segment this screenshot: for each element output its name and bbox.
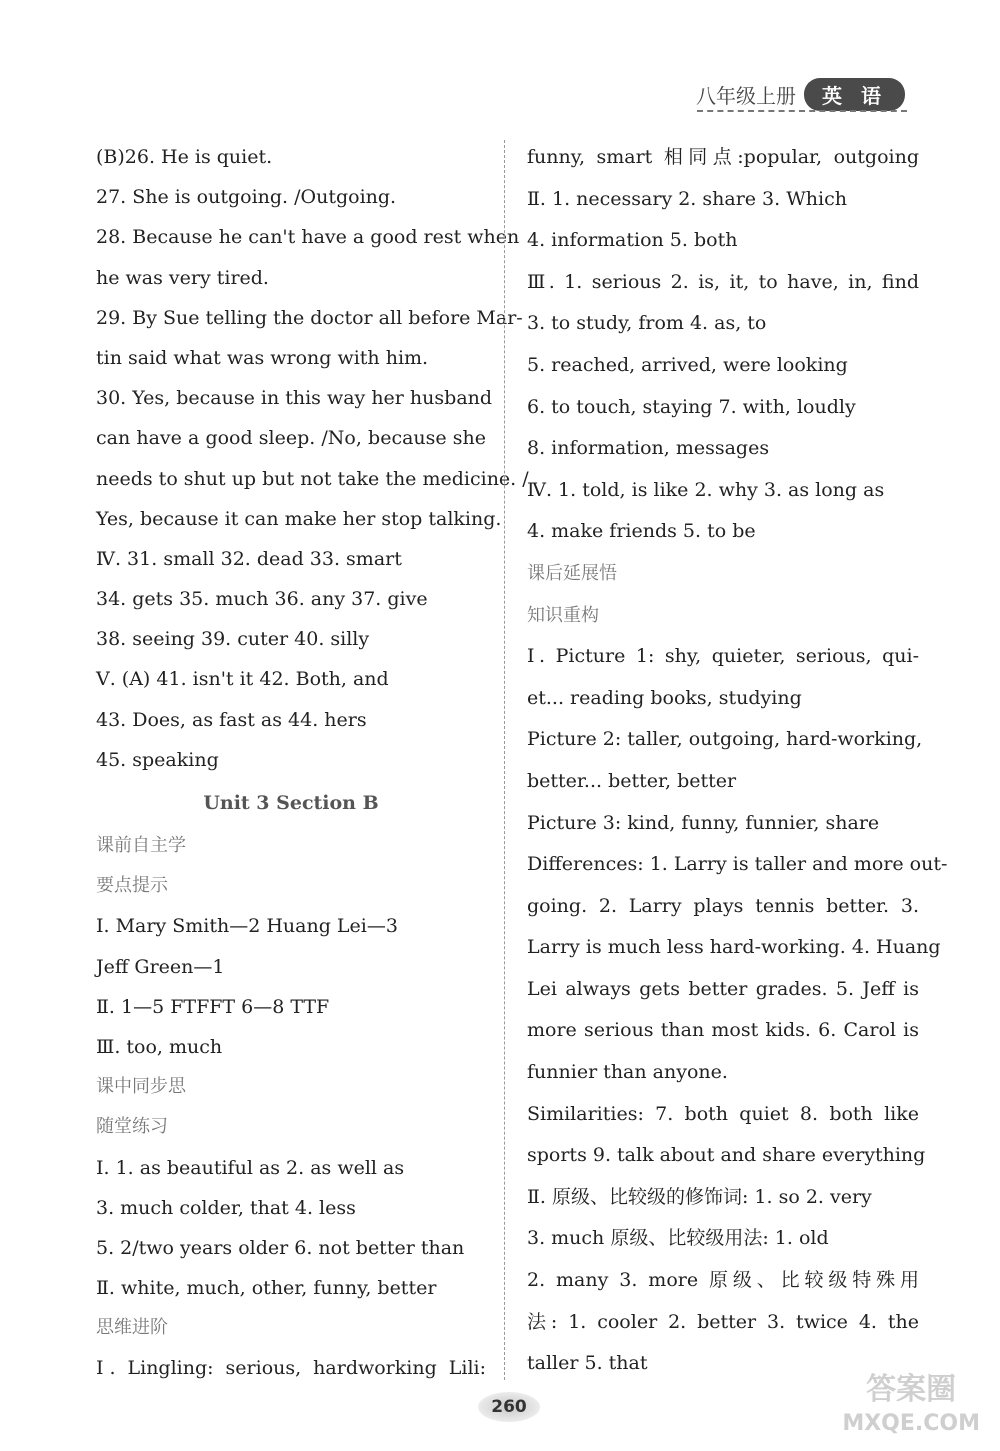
answer-line: 34. gets 35. much 36. any 37. give bbox=[96, 588, 428, 611]
answer-line: Ⅲ. too, much bbox=[96, 1035, 223, 1058]
answer-line: 8. information, messages bbox=[527, 437, 770, 460]
watermark-logo bbox=[842, 1373, 980, 1441]
answer-line: Lei always gets better grades. 5. Jeff is bbox=[527, 977, 919, 1000]
section-heading: 思维进阶 bbox=[96, 1317, 168, 1339]
answer-line: Ⅱ. white, much, other, funny, better bbox=[96, 1277, 437, 1300]
answer-line: Picture 3: kind, funny, funnier, share bbox=[527, 811, 880, 834]
page-number: 260 bbox=[478, 1392, 540, 1422]
answer-line: tin said what was wrong with him. bbox=[96, 346, 429, 369]
answer-line: 30. Yes, because in this way her husband bbox=[96, 387, 493, 410]
answer-line: Ⅰ. 1. as beautiful as 2. as well as bbox=[96, 1156, 405, 1179]
answer-line: Ⅳ. 31. small 32. dead 33. smart bbox=[96, 547, 402, 570]
answer-line: 5. 2/two years older 6. not better than bbox=[96, 1236, 465, 1259]
answer-line: Ⅱ. 1—5 FTFFT 6—8 TTF bbox=[96, 995, 330, 1018]
answer-line: Yes, because it can make her stop talking. bbox=[96, 507, 502, 530]
section-heading: 课后延展悟 bbox=[527, 562, 617, 584]
answer-line: Ⅲ. 1. serious 2. is, it, to have, in, find bbox=[527, 270, 919, 293]
left-column bbox=[96, 137, 529, 1389]
answer-line: Similarities: 7. both quiet 8. both like bbox=[527, 1102, 919, 1125]
answer-line: 6. to touch, staying 7. with, loudly bbox=[527, 395, 856, 418]
grade-label: 八年级上册 bbox=[696, 84, 797, 108]
answer-line: can have a good sleep. /No, because she bbox=[96, 427, 486, 450]
answer-line: 5. reached, arrived, were looking bbox=[527, 353, 848, 376]
answer-line: Differences: 1. Larry is taller and more out- bbox=[527, 853, 948, 876]
answer-line: 3. much colder, that 4. less bbox=[96, 1196, 356, 1219]
answer-line: 29. By Sue telling the doctor all before Mar- bbox=[96, 306, 523, 329]
watermark-text: 答案圈 bbox=[866, 1372, 957, 1407]
answer-line: Ⅱ. 1. necessary 2. share 3. Which bbox=[527, 187, 847, 210]
answer-line: funnier than anyone. bbox=[527, 1061, 728, 1084]
answer-line: Ⅰ. Lingling: serious, hardworking Lili: bbox=[96, 1357, 486, 1380]
answer-line: 27. She is outgoing. /Outgoing. bbox=[96, 186, 397, 209]
answer-line: 4. information 5. both bbox=[527, 229, 738, 252]
answer-line: 法: 1. cooler 2. better 3. twice 4. the bbox=[527, 1310, 919, 1333]
answer-line: 43. Does, as fast as 44. hers bbox=[96, 708, 367, 731]
answer-line: Ⅱ. 原级、比较级的修饰词: 1. so 2. very bbox=[527, 1185, 872, 1208]
answer-line: 28. Because he can't have a good rest when bbox=[96, 226, 520, 249]
answer-line: taller 5. that bbox=[527, 1352, 648, 1375]
answer-line: (B)26. He is quiet. bbox=[96, 146, 273, 168]
answer-line: Ⅰ. Picture 1: shy, quieter, serious, qui- bbox=[527, 645, 919, 668]
section-heading: 课中同步思 bbox=[96, 1076, 186, 1098]
answer-line: funny, smart 相同点:popular, outgoing bbox=[527, 146, 919, 168]
answer-line: 2. many 3. more 原级、比较级特殊用 bbox=[527, 1269, 919, 1292]
answer-line: Larry is much less hard-working. 4. Huang bbox=[527, 936, 941, 959]
answer-line: he was very tired. bbox=[96, 266, 269, 289]
answer-line: et... reading books, studying bbox=[527, 686, 802, 709]
answer-line: sports 9. talk about and share everything bbox=[527, 1144, 926, 1167]
subject-badge: 英 语 bbox=[804, 78, 905, 111]
answer-line: 3. to study, from 4. as, to bbox=[527, 312, 767, 335]
answer-line: 38. seeing 39. cuter 40. silly bbox=[96, 628, 370, 651]
answer-line: Ⅰ. Mary Smith—2 Huang Lei—3 bbox=[96, 915, 398, 938]
answer-line: 4. make friends 5. to be bbox=[527, 520, 756, 543]
answer-line: more serious than most kids. 6. Carol is bbox=[527, 1019, 919, 1042]
answer-line: Jeff Green—1 bbox=[96, 955, 225, 978]
answer-line: 45. speaking bbox=[96, 748, 219, 771]
answer-line: 3. much 原级、比较级用法: 1. old bbox=[527, 1227, 829, 1250]
section-heading: 课前自主学 bbox=[96, 835, 186, 856]
answer-line: needs to shut up but not take the medicine. / bbox=[96, 467, 529, 490]
section-heading: 随堂练习 bbox=[96, 1116, 168, 1138]
answer-line: Ⅳ. 1. told, is like 2. why 3. as long as bbox=[527, 478, 885, 501]
answer-line: better... better, better bbox=[527, 769, 737, 792]
answer-line: Ⅴ. (A) 41. isn't it 42. Both, and bbox=[96, 668, 389, 691]
header-divider bbox=[697, 110, 907, 112]
section-title: Unit 3 Section B bbox=[203, 792, 379, 814]
right-column bbox=[527, 137, 948, 1385]
page-header bbox=[696, 78, 905, 111]
answer-line: going. 2. Larry plays tennis better. 3. bbox=[527, 894, 919, 917]
watermark-url: MXQE.COM bbox=[842, 1411, 980, 1436]
answer-line: Picture 2: taller, outgoing, hard-working, bbox=[527, 728, 923, 751]
section-heading: 知识重构 bbox=[527, 604, 599, 626]
column-divider bbox=[504, 140, 505, 1380]
section-heading: 要点提示 bbox=[96, 875, 168, 897]
